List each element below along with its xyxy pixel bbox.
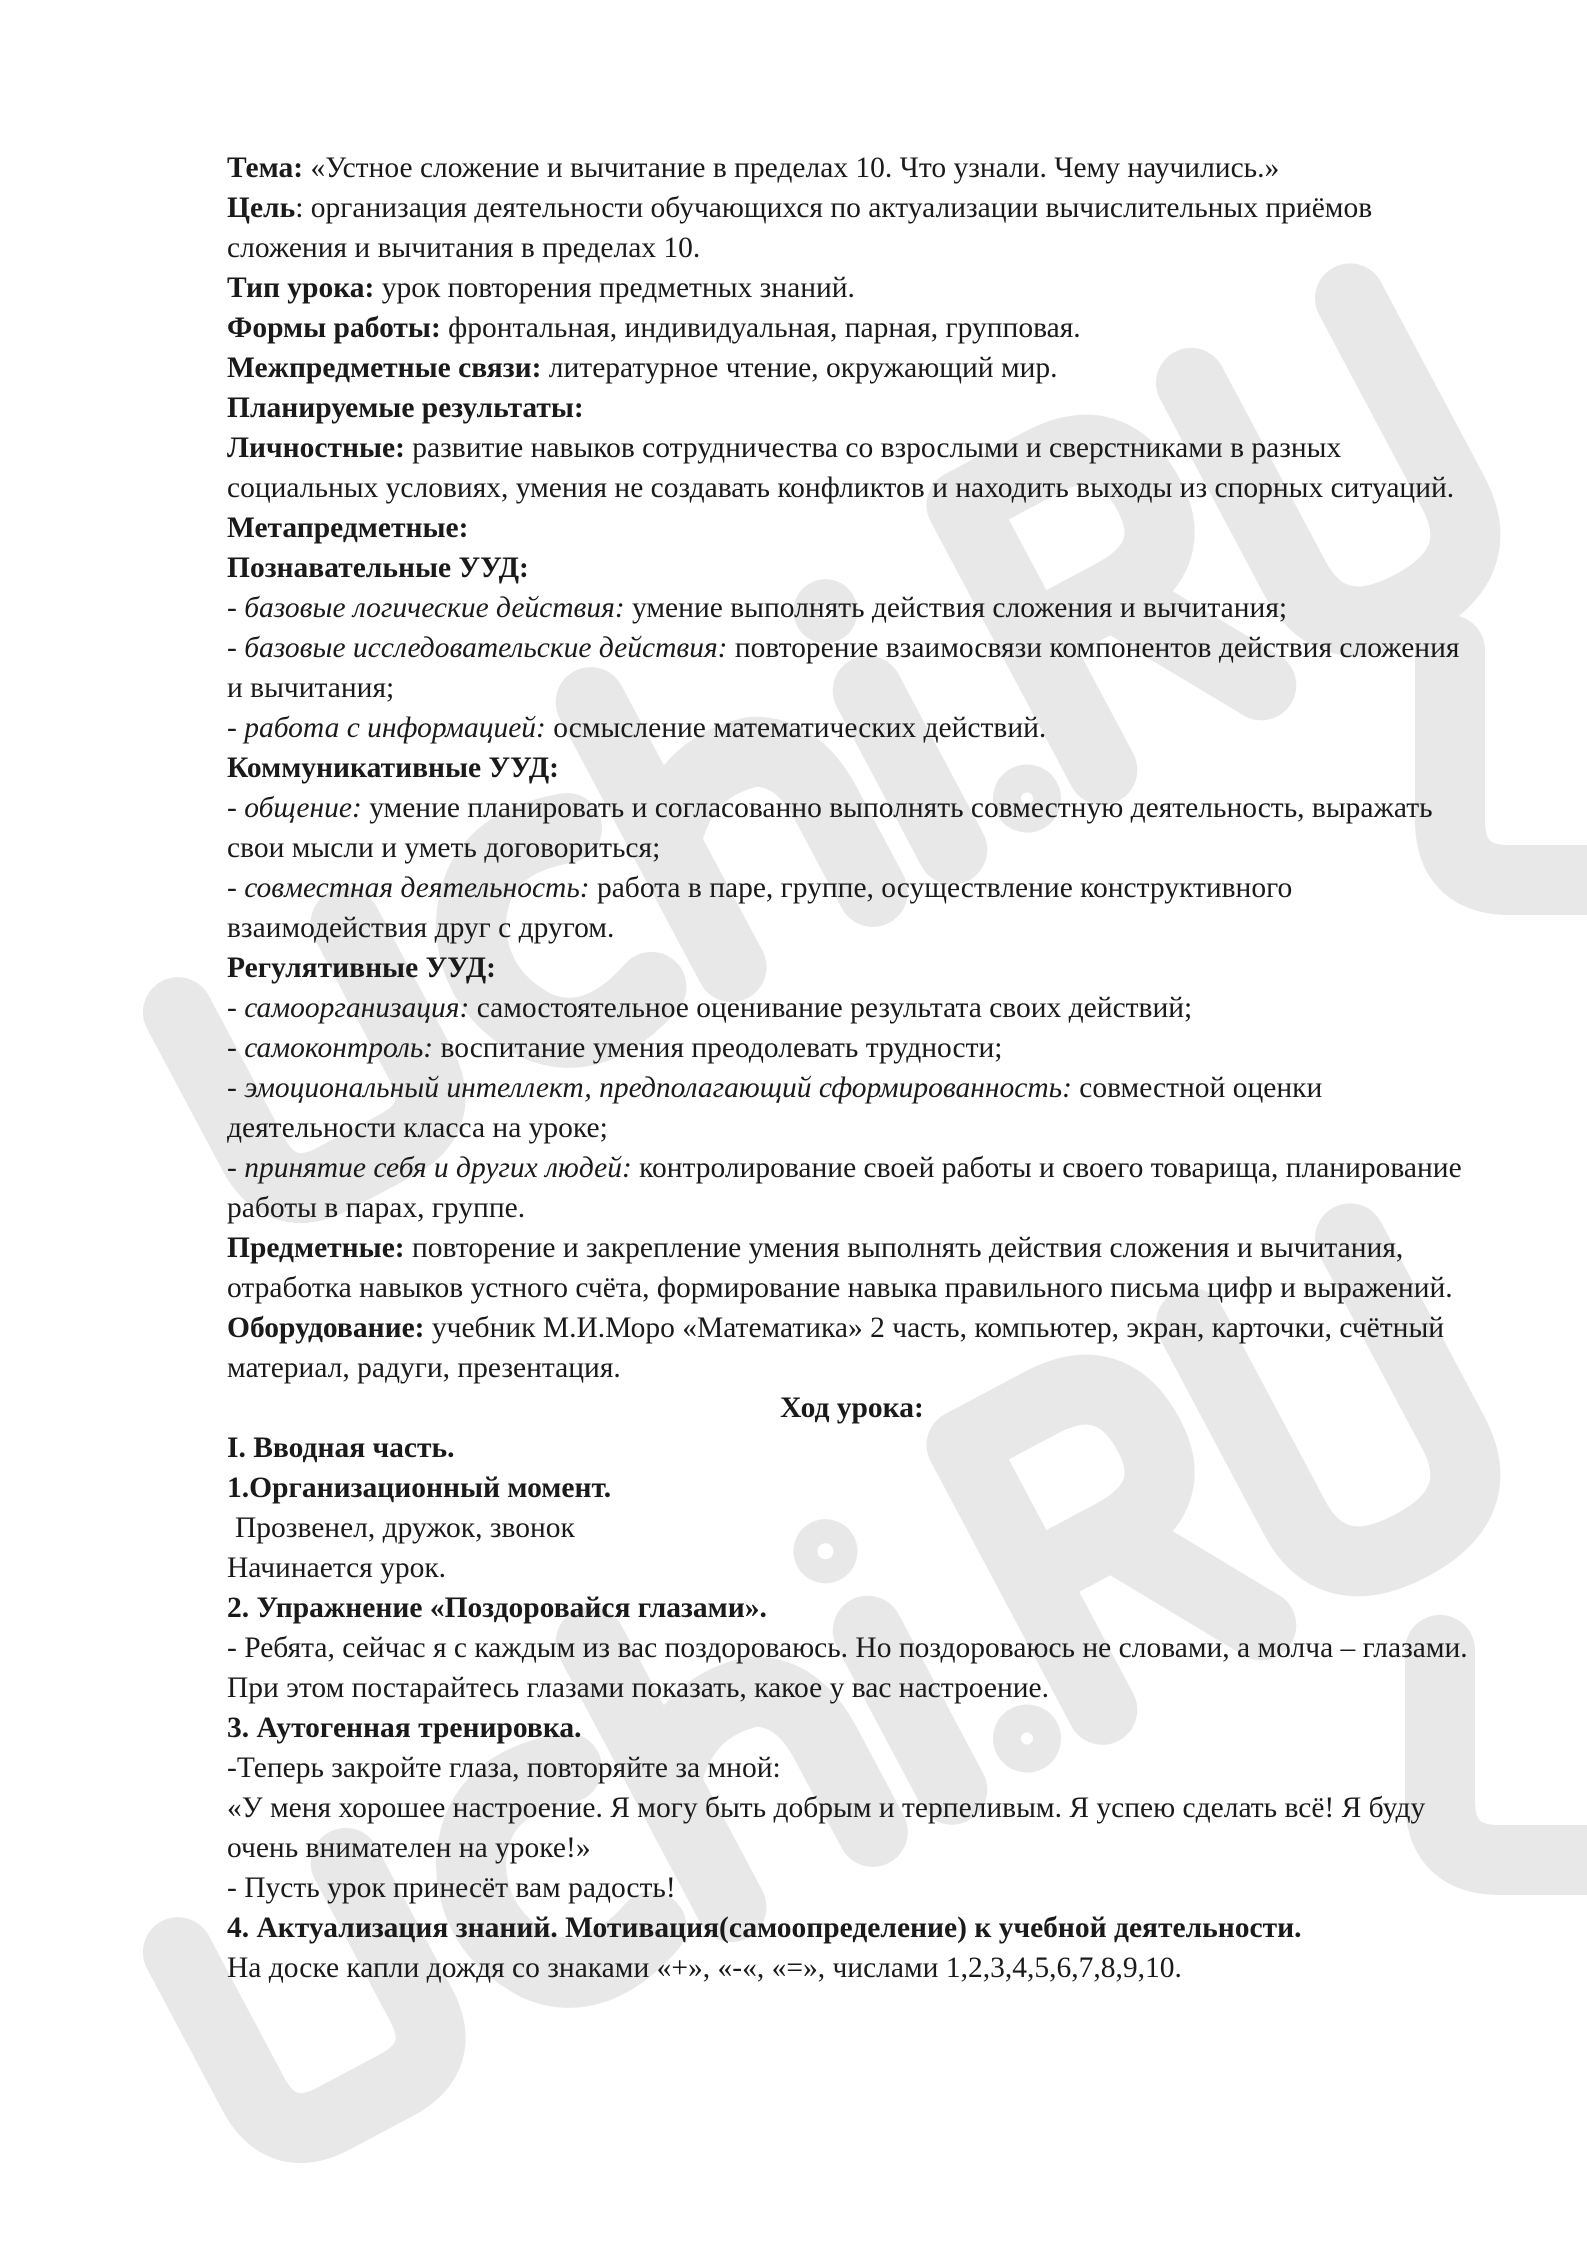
item-prefix: -	[227, 1032, 245, 1064]
document-page	[227, 148, 1477, 1988]
lesson-heading-text: Ход урока:	[780, 1392, 924, 1424]
work-forms-text: фронтальная, индивидуальная, парная, групповая.	[440, 312, 1081, 344]
topic-label: Тема:	[227, 152, 304, 184]
work-forms-line	[227, 308, 1477, 348]
item-term: работа с информацией:	[244, 712, 546, 744]
list-item	[227, 988, 1477, 1028]
item-text: повторение взаимосвязи компонентов действия сложения и вычитания;	[227, 632, 1460, 704]
step1-heading-text: 1.Организационный момент.	[227, 1472, 612, 1504]
item-text: совместной оценки деятельности класса на уроке;	[227, 1072, 1323, 1144]
list-item	[227, 788, 1477, 868]
step3-heading	[227, 1708, 1477, 1748]
item-prefix: -	[227, 592, 245, 624]
list-item	[227, 868, 1477, 948]
list-item	[227, 1028, 1477, 1068]
poem-line: Начинается урок.	[227, 1552, 447, 1584]
lesson-heading	[227, 1388, 1477, 1428]
metasubject-heading	[227, 508, 1477, 548]
item-prefix: -	[227, 992, 245, 1024]
metasubject-heading-text: Метапредметные:	[227, 512, 469, 544]
cognitive-heading-text: Познавательные УУД:	[227, 552, 529, 584]
item-text: умение планировать и согласованно выполнять совместную деятельность, выражать свои мысли и уметь договориться;	[227, 792, 1433, 864]
personal-label: Личностные:	[227, 432, 405, 464]
item-term: принятие себя и других людей:	[244, 1152, 632, 1184]
goal-text: : организация деятельности обучающихся по актуализации вычислительных приёмов сложения и вычитания в пределах 10.	[227, 192, 1373, 264]
lesson-type-text: урок повторения предметных знаний.	[374, 272, 855, 304]
item-term: самоорганизация:	[244, 992, 470, 1024]
item-text: умение выполнять действия сложения и вычитания;	[624, 592, 1288, 624]
item-prefix: -	[227, 792, 245, 824]
step4-text: На доске капли дождя со знаками «+», «-«, «=», числами 1,2,3,4,5,6,7,8,9,10.	[227, 1952, 1182, 1984]
communicative-heading-text: Коммуникативные УУД:	[227, 752, 559, 784]
lesson-type-label: Тип урока:	[227, 272, 375, 304]
regulatory-heading-text: Регулятивные УУД:	[227, 952, 497, 984]
step2-text: - Ребята, сейчас я с каждым из вас поздороваюсь. Но поздороваюсь не словами, а молча – глазами. При этом постарайтесь глазами показать, какое у вас настроение.	[227, 1632, 1468, 1704]
cognitive-heading	[227, 548, 1477, 588]
step3-heading-text: 3. Аутогенная тренировка.	[227, 1712, 582, 1744]
item-term: общение:	[244, 792, 362, 824]
list-item	[227, 1068, 1477, 1148]
work-forms-label: Формы работы:	[227, 312, 441, 344]
communicative-heading	[227, 748, 1477, 788]
item-prefix: -	[227, 1152, 245, 1184]
subject-text: повторение и закрепление умения выполнять действия сложения и вычитания, отработка навыков устного счёта, формирование навыка правильного письма цифр и выражений.	[227, 1232, 1453, 1304]
poem-line: Прозвенел, дружок, звонок	[235, 1512, 575, 1544]
item-text: самостоятельное оценивание результата своих действий;	[469, 992, 1193, 1024]
goal-label: Цель	[227, 192, 296, 224]
item-term: базовые логические действия:	[244, 592, 625, 624]
step4-heading-text: 4. Актуализация знаний. Мотивация(самоопределение) к учебной деятельности.	[227, 1912, 1302, 1944]
personal-line	[227, 428, 1477, 508]
subject-label: Предметные:	[227, 1232, 405, 1264]
item-prefix: -	[227, 712, 245, 744]
item-term: базовые исследовательские действия:	[244, 632, 728, 664]
item-text: осмысление математических действий.	[545, 712, 1047, 744]
step3-line: - Пусть урок принесёт вам радость!	[227, 1872, 676, 1904]
step2-heading	[227, 1588, 1477, 1628]
step2-heading-text: 2. Упражнение «Поздоровайся глазами».	[227, 1592, 767, 1624]
lesson-type-line	[227, 268, 1477, 308]
item-prefix: -	[227, 872, 245, 904]
planned-results-heading	[227, 388, 1477, 428]
item-prefix: -	[227, 632, 245, 664]
list-item	[227, 1148, 1477, 1228]
regulatory-heading	[227, 948, 1477, 988]
step3-line: «У меня хорошее настроение. Я могу быть добрым и терпеливым. Я успею сделать всё! Я буду очень внимателен на уроке!»	[227, 1792, 1426, 1864]
topic-line	[227, 148, 1477, 188]
goal-line	[227, 188, 1477, 268]
equipment-text: учебник М.И.Моро «Математика» 2 часть, компьютер, экран, карточки, счётный материал, радуги, презентация.	[227, 1312, 1445, 1384]
interdisciplinary-text: литературное чтение, окружающий мир.	[541, 352, 1058, 384]
list-item	[227, 628, 1477, 708]
planned-results-heading-text: Планируемые результаты:	[227, 392, 584, 424]
item-text: воспитание умения преодолевать трудности;	[433, 1032, 1003, 1064]
item-term: самоконтроль:	[244, 1032, 434, 1064]
list-item	[227, 588, 1477, 628]
part1-heading-text: I. Вводная часть.	[227, 1432, 455, 1464]
item-term: эмоциональный интеллект, предполагающий сформированность:	[244, 1072, 1072, 1104]
interdisciplinary-label: Межпредметные связи:	[227, 352, 542, 384]
item-prefix: -	[227, 1072, 245, 1104]
step4-heading	[227, 1908, 1477, 1948]
part1-heading	[227, 1428, 1477, 1468]
step3-line: -Теперь закройте глаза, повторяйте за мной:	[227, 1752, 781, 1784]
subject-line	[227, 1228, 1477, 1308]
item-text: работа в паре, группе, осуществление конструктивного взаимодействия друг с другом.	[227, 872, 1293, 944]
equipment-line	[227, 1308, 1477, 1388]
equipment-label: Оборудование:	[227, 1312, 425, 1344]
list-item	[227, 708, 1477, 748]
interdisciplinary-line	[227, 348, 1477, 388]
step1-heading	[227, 1468, 1477, 1508]
personal-text: развитие навыков сотрудничества со взрослыми и сверстниками в разных социальных условиях, умения не создавать конфликтов и находить выходы из спорных ситуаций.	[227, 432, 1455, 504]
item-text: контролирование своей работы и своего товарища, планирование работы в парах, группе.	[227, 1152, 1462, 1224]
item-term: совместная деятельность:	[244, 872, 590, 904]
topic-text: «Устное сложение и вычитание в пределах 10. Что узнали. Чему научились.»	[303, 152, 1280, 184]
